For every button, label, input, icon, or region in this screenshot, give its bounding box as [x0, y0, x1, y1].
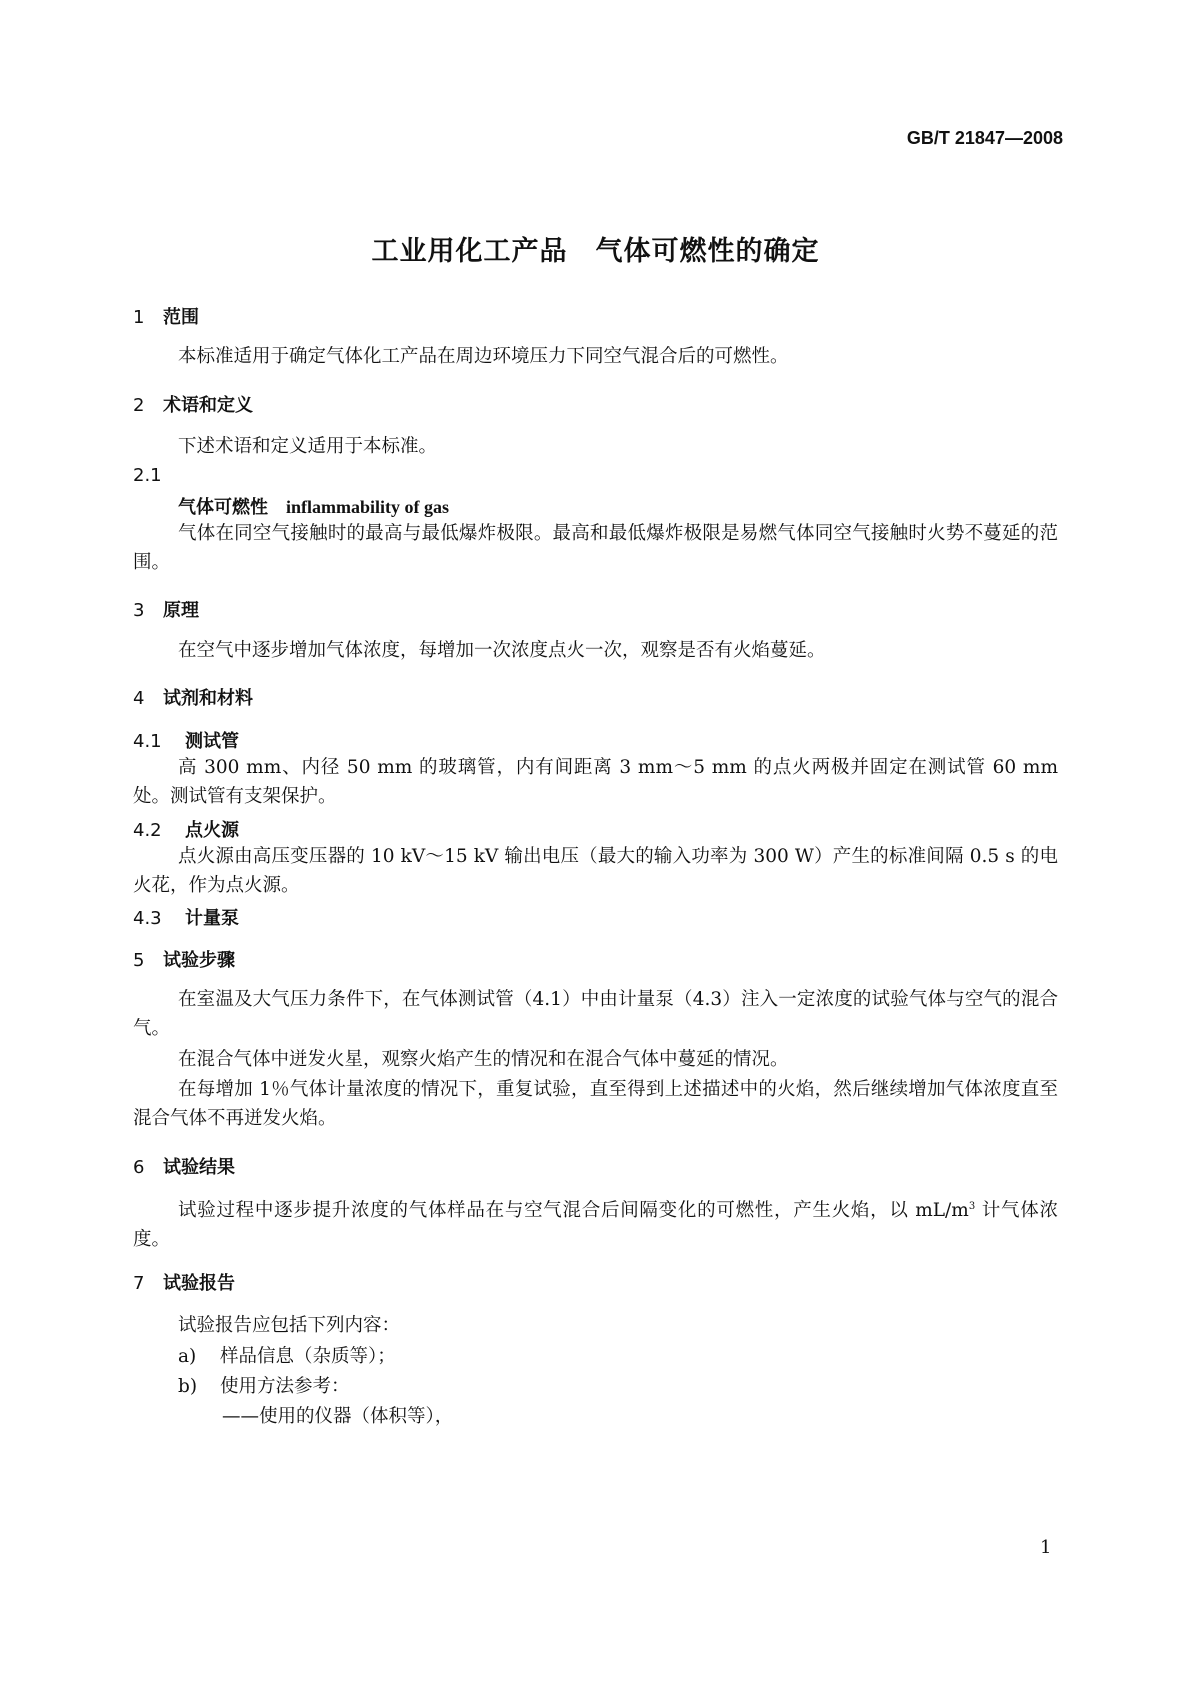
section-number: 6 [133, 1157, 145, 1178]
section-2-heading [133, 391, 253, 417]
section-title: 范围 [163, 307, 199, 328]
term-english: inflammability of gas [286, 497, 450, 517]
term-definition: 气体在同空气接触时的最高与最低爆炸极限。最高和最低爆炸极限是易燃气体同空气接触时火势不蔓延的范围。 [133, 523, 1058, 573]
section-number: 5 [133, 950, 145, 971]
section-number: 4.2 [133, 820, 162, 841]
section-title: 试剂和材料 [163, 688, 253, 709]
section-number: 4.3 [133, 908, 162, 929]
section-3-heading [133, 596, 199, 622]
section-number: 4 [133, 688, 145, 709]
list-item: a) 样品信息（杂质等）； [178, 1346, 396, 1367]
section-4-1-heading [133, 727, 239, 753]
section-title: 原理 [163, 600, 199, 621]
list-marker: b) [178, 1376, 198, 1397]
section-4-2-paragraph: 点火源由高压变压器的 10 kV～15 kV 输出电压（最大的输入功率为 300 W）产生的标准间隔 0.5 s 的电火花，作为点火源。 [133, 846, 1058, 896]
section-title: 术语和定义 [163, 395, 253, 416]
dash-list-item: ——使用的仪器（体积等）， [222, 1406, 454, 1427]
section-4-heading [133, 684, 253, 710]
standard-code: GB/T 21847—2008 [906, 128, 1063, 148]
section-4-2-heading [133, 816, 239, 842]
section-2-1-number: 2.1 [133, 465, 162, 486]
section-6-paragraph: 试验过程中逐步提升浓度的气体样品在与空气混合后间隔变化的可燃性，产生火焰，以 $mL/m^3$ 计气体浓度。 [133, 1200, 1058, 1251]
section-title: 试验步骤 [163, 950, 235, 971]
section-number: 1 [133, 307, 145, 328]
section-7-paragraph: 试验报告应包括下列内容： [178, 1315, 401, 1336]
section-4-1-paragraph: 高 300 mm、内径 50 mm 的玻璃管，内有间距离 3 mm～5 mm 的点火两极并固定在测试管 60 mm 处。测试管有支架保护。 [133, 757, 1058, 807]
list-item: b) 使用方法参考： [178, 1376, 350, 1397]
section-number: 2 [133, 395, 145, 416]
section-3-paragraph: 在空气中逐步增加气体浓度，每增加一次浓度点火一次，观察是否有火焰蔓延。 [178, 640, 826, 661]
section-5-heading [133, 946, 235, 972]
section-1-paragraph: 本标准适用于确定气体化工产品在周边环境压力下同空气混合后的可燃性。 [178, 346, 789, 367]
term-entry [178, 493, 449, 519]
section-title: 测试管 [185, 731, 239, 752]
section-1-heading [133, 303, 199, 329]
section-5-paragraph-1: 在室温及大气压力条件下，在气体测试管（4.1）中由计量泵（4.3）注入一定浓度的试验气体与空气的混合气。 [133, 989, 1058, 1039]
section-number: 7 [133, 1273, 145, 1294]
list-marker: a) [178, 1346, 197, 1367]
section-2-paragraph: 下述术语和定义适用于本标准。 [178, 436, 438, 457]
section-title: 计量泵 [185, 908, 239, 929]
page-number: 1 [1040, 1537, 1052, 1558]
section-6-heading [133, 1153, 235, 1179]
term-chinese: 气体可燃性 [178, 497, 268, 518]
section-number: 3 [133, 600, 145, 621]
section-title: 试验结果 [163, 1157, 235, 1178]
section-title: 点火源 [185, 820, 239, 841]
document-title: 工业用化工产品 气体可燃性的确定 [371, 236, 820, 267]
section-4-3-heading [133, 904, 239, 930]
section-title: 试验报告 [163, 1273, 235, 1294]
section-5-paragraph-3: 在每增加 1％气体计量浓度的情况下，重复试验，直至得到上述描述中的火焰，然后继续增加气体浓度直至混合气体不再迸发火焰。 [133, 1079, 1058, 1129]
section-7-heading [133, 1269, 235, 1295]
section-5-paragraph-2: 在混合气体中迸发火星，观察火焰产生的情况和在混合气体中蔓延的情况。 [178, 1049, 789, 1070]
section-number: 4.1 [133, 731, 162, 752]
